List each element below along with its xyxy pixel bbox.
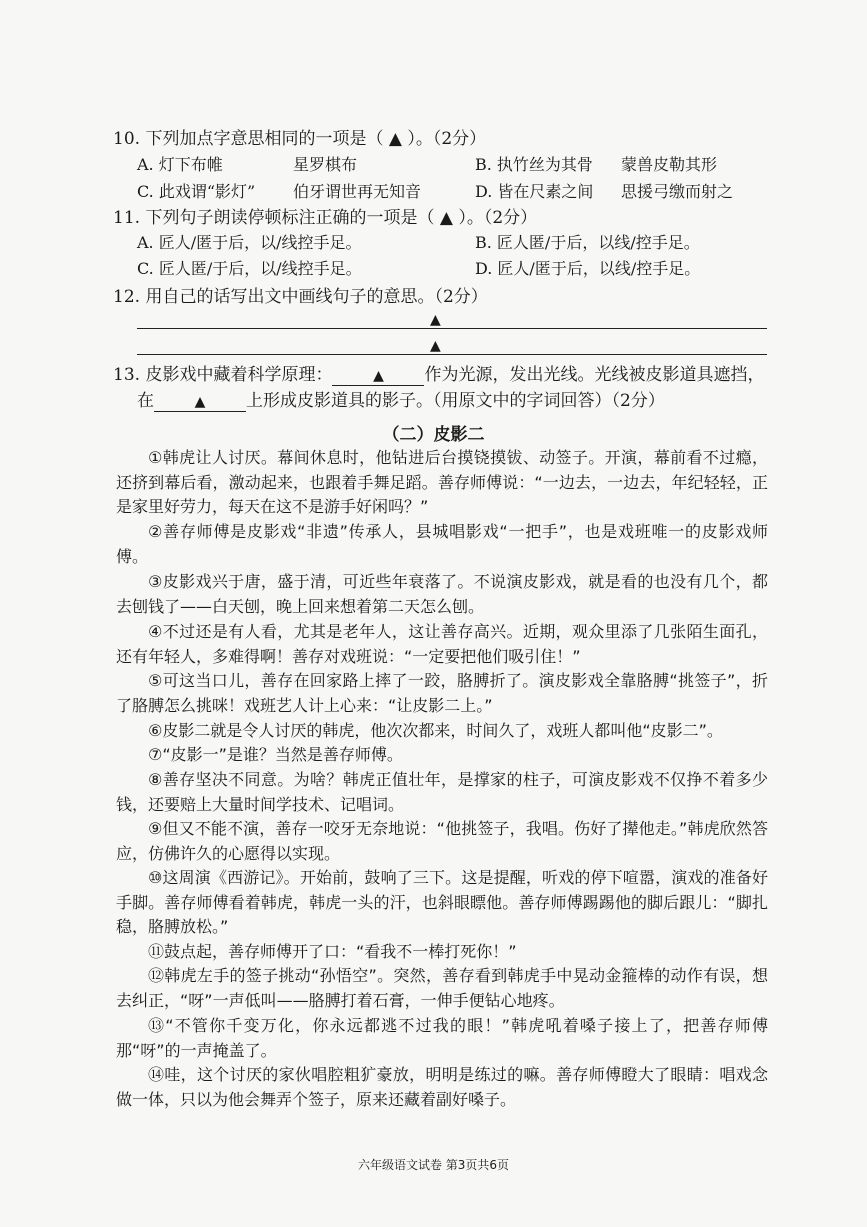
q11-option-c: C. 匠人匿/于后，以/线控手足。 <box>137 259 362 278</box>
q10-option-d-word2: 思援弓缴而射之 <box>621 182 734 201</box>
passage-paragraph-1: ①韩虎让人讨厌。幕间休息时，他钻进后台摸铙摸钹、动签子。开演，幕前看不过瘾，还挤到幕后看，激动起来，也跟着手舞足蹈。善存师傅说：“一边去，一边去，年纪轻轻，正是家里好劳力，每天在这不是游手好闲吗？” <box>116 448 768 517</box>
q10-option-a-word1: A. 灯下布帷 <box>137 155 223 174</box>
passage-paragraph-7: ⑦“皮影一”是谁？当然是善存师傅。 <box>148 745 403 764</box>
q10-option-c-word2: 伯牙谓世再无知音 <box>293 182 422 201</box>
question-13-line-2 <box>137 388 665 414</box>
q13-blank-1: ▲ <box>332 367 424 386</box>
passage-paragraph-14: ⑭哇，这个讨厌的家伙唱腔粗犷豪放，明明是练过的嘛。善存师傅瞪大了眼睛：唱戏念做一体，只以为他会舞弄个签子，原来还藏着副好嗓子。 <box>116 1065 768 1109</box>
passage-paragraph-5: ⑤可这当口儿，善存在回家路上摔了一跤，胳膊折了。演皮影戏全靠胳膊“挑签子”，折了胳膊怎么挑咪！戏班艺人计上心来：“让皮影二上。” <box>116 671 768 715</box>
q10-option-a-word2: 星罗棋布 <box>293 155 358 174</box>
passage-paragraph-2: ②善存师傅是皮影戏“非遗”传承人，县城唱影戏“一把手”，也是戏班唯一的皮影戏师傅。 <box>116 522 768 566</box>
q11-option-d: D. 匠人/匿于后，以线/控手足。 <box>475 259 701 278</box>
q10-option-d-word1: D. 皆在尺素之间 <box>475 182 594 201</box>
question-11-stem: 11. 下列句子朗读停顿标注正确的一项是（ ▲ ）。（2分） <box>113 208 538 228</box>
q12-answer-line-2 <box>137 354 767 355</box>
passage-paragraph-12: ⑫韩虎左手的签子挑动“孙悟空”。突然，善存看到韩虎手中晃动金箍棒的动作有误，想去纠正，“呀”一声低叫——胳膊打着石膏，一伸手便钻心地疼。 <box>116 966 768 1010</box>
q13-text-part4: 上形成皮影道具的影子。（用原文中的字词回答）（2分） <box>246 391 665 411</box>
q11-option-a: A. 匠人/匿于后，以/线控手足。 <box>137 233 362 252</box>
question-10-stem: 10. 下列加点字意思相同的一项是（ ▲ ）。（2分） <box>113 129 487 149</box>
question-12-stem: 12. 用自己的话写出文中画线句子的意思。（2分） <box>113 287 488 307</box>
passage-paragraph-13: ⑬“不管你千变万化，你永远都逃不过我的眼！”韩虎吼着嗓子接上了，把善存师傅那“呀”的一声掩盖了。 <box>116 1016 768 1060</box>
passage-paragraph-10: ⑩这周演《西游记》。开始前，鼓响了三下。这是提醒，听戏的停下喧嚣，演戏的准备好手脚。善存师傅看着韩虎，韩虎一头的汗，也斜眼瞟他。善存师傅踢踢他的脚后跟儿：“脚扎稳，胳膊放松。” <box>116 868 768 937</box>
q12-answer-marker-2: ▲ <box>430 338 441 354</box>
q10-option-c-word1: C. 此戏谓“影灯” <box>137 182 256 201</box>
q13-text-part2: 作为光源，发出光线。光线被皮影道具遮挡， <box>424 365 765 385</box>
question-13-line-1 <box>113 362 764 388</box>
passage-paragraph-9: ⑨但又不能不演，善存一咬牙无奈地说：“他挑签子，我唱。伤好了撵他走。”韩虎欣然答应，仿佛许久的心愿得以实现。 <box>116 819 768 863</box>
q11-option-b: B. 匠人匿/于后，以线/控手足。 <box>475 233 700 252</box>
passage-paragraph-3: ③皮影戏兴于唐，盛于清，可近些年衰落了。不说演皮影戏，就是看的也没有几个，都去刨钱了——白天刨，晚上回来想着第二天怎么刨。 <box>116 572 768 616</box>
section-title: （二）皮影二 <box>382 425 485 445</box>
q12-answer-marker-1: ▲ <box>430 312 441 328</box>
page-footer: 六年级语文试卷 第3页共6页 <box>357 1158 510 1172</box>
q10-option-b-word1: B. 执竹丝为其骨 <box>475 155 593 174</box>
passage-paragraph-6: ⑥皮影二就是令人讨厌的韩虎，他次次都来，时间久了，戏班人都叫他“皮影二”。 <box>148 721 723 740</box>
q10-option-b-word2: 蒙兽皮勒其形 <box>621 155 718 174</box>
q13-text-part3: 在 <box>137 391 154 411</box>
q12-answer-line-1 <box>137 328 767 329</box>
passage-paragraph-4: ④不过还是有人看，尤其是老年人，这让善存高兴。近期，观众里添了几张陌生面孔，还有年轻人，多难得啊！善存对戏班说：“一定要把他们吸引住！” <box>116 622 768 666</box>
passage-paragraph-8: ⑧善存坚决不同意。为啥？韩虎正值壮年，是撑家的柱子，可演皮影戏不仅挣不着多少钱，还要赔上大量时间学技术、记唱词。 <box>116 770 768 814</box>
q13-text-part1: 13. 皮影戏中藏着科学原理： <box>113 365 333 385</box>
q13-blank-2: ▲ <box>154 393 246 412</box>
passage-paragraph-11: ⑪鼓点起，善存师傅开了口：“看我不一棒打死你！” <box>148 942 517 961</box>
